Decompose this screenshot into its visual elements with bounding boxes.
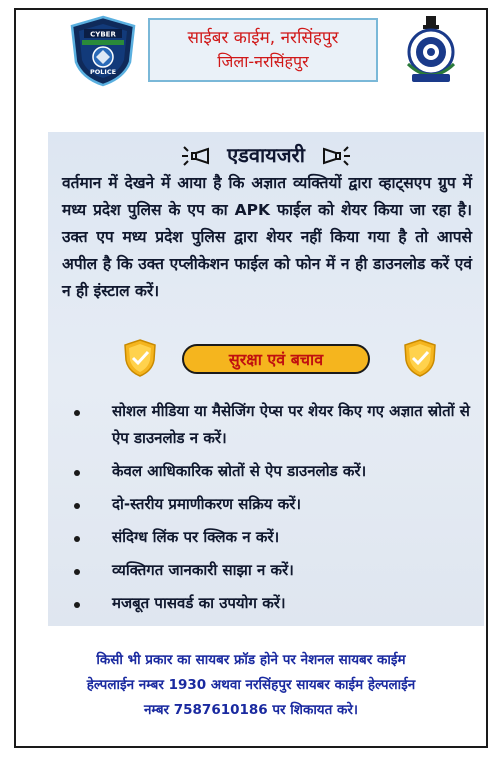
mp-police-emblem-icon: [402, 14, 460, 88]
shield-check-icon: [402, 338, 438, 378]
bullet-icon: [74, 602, 80, 608]
list-item: [70, 590, 474, 617]
footer-line3: नम्बर 7587610186 पर शिकायत करे।: [143, 702, 359, 718]
advisory-panel: [48, 132, 484, 626]
tip-text: केवल आधिकारिक स्रोतों से ऐप डाउनलोड करें।: [112, 462, 367, 480]
badge-bottom-text: POLICE: [89, 68, 117, 76]
list-item: [70, 491, 474, 518]
header-title-box: [148, 18, 378, 82]
footer-line2: हेल्पलाईन नम्बर 1930 अथवा नरसिंहपुर सायबर काईम हेल्पलाईन: [86, 677, 416, 693]
poster-frame: [14, 8, 488, 748]
list-item: [70, 557, 474, 584]
cyber-police-badge-icon: [66, 14, 140, 88]
safety-tips-list: [70, 398, 474, 623]
advisory-heading: [48, 138, 484, 168]
header-title-line1: साईबर काईम, नरसिंहपुर: [187, 28, 339, 48]
list-item: [70, 524, 474, 551]
safety-label-pill: सुरक्षा एवं बचाव: [182, 344, 370, 374]
bullet-icon: [74, 569, 80, 575]
advisory-body: [62, 170, 472, 305]
footer-line1: किसी भी प्रकार का सायबर फ्रॉड होने पर नेशनल सायबर काईम: [96, 652, 406, 668]
tip-text: दो-स्तरीय प्रमाणीकरण सक्रिय करें।: [112, 495, 302, 513]
list-item: [70, 398, 474, 452]
tip-text: मजबूत पासवर्ड का उपयोग करें।: [112, 594, 286, 612]
bullet-icon: [74, 536, 80, 542]
shield-check-icon: [122, 338, 158, 378]
list-item: [70, 458, 474, 485]
tip-text: सोशल मीडिया या मैसेजिंग ऐप्स पर शेयर किए गए अज्ञात स्रोतों से ऐप डाउनलोड न करें।: [112, 402, 470, 447]
badge-top-text: CYBER: [90, 30, 116, 39]
tip-text: संदिग्ध लिंक पर क्लिक न करें।: [112, 528, 280, 546]
helpline-footer: [46, 648, 456, 723]
bullet-icon: [74, 410, 80, 416]
header-title-line2: जिला-नरसिंहपुर: [217, 52, 309, 71]
bullet-icon: [74, 503, 80, 509]
advisory-text: वर्तमान में देखने में आया है कि अज्ञात व्यक्तियों द्वारा व्हाट्सएप ग्रुप में मध्य प्रदेश पुलिस के एप का APK फाईल को शेयर किया जा रहा है। उक्त एप मध्य प्रदेश पुलिस द्वारा शेयर नहीं किया गया है तो आपसे अपील है कि उक्त एप्लीकेशन फाईल को फोन में न ही डाउनलोड करें एवं न ही इंस्टाल करें।: [62, 174, 472, 300]
tip-text: व्यक्तिगत जानकारी साझा न करें।: [112, 561, 294, 579]
advisory-title: एडवायजरी: [227, 142, 305, 167]
megaphone-icon: [320, 143, 354, 167]
bullet-icon: [74, 470, 80, 476]
safety-banner: [48, 338, 484, 378]
megaphone-icon: [178, 143, 212, 167]
